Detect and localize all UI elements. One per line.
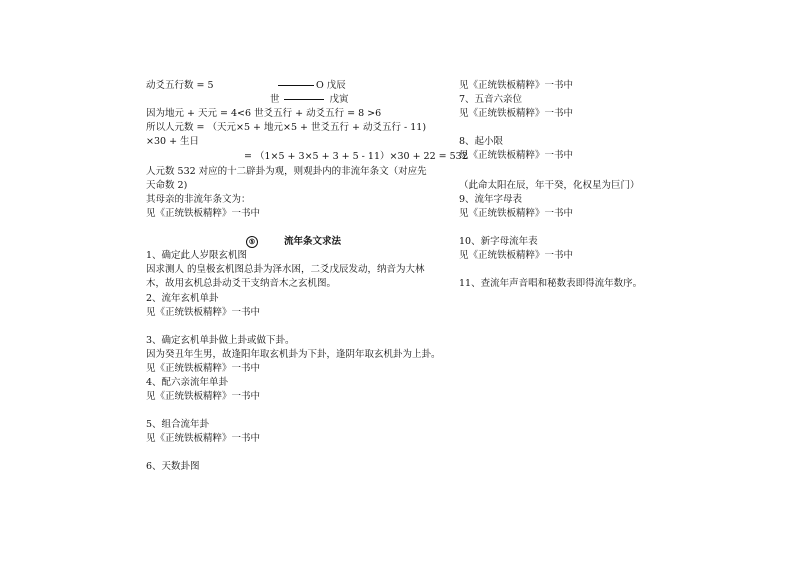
step-10: 10、新字母流年表 (459, 236, 538, 247)
line-tianming: 天命数 2) (146, 180, 188, 191)
connector-rule (284, 99, 324, 100)
section-heading (246, 236, 341, 248)
step-5-ref: 见《正统铁板精粹》一书中 (146, 433, 261, 444)
line-renyuan-guan: 人元数 532 对应的十二辟卦为观，则观卦内的非流年条文（对应先 (146, 166, 427, 177)
step-3-ref: 见《正统铁板精粹》一书中 (146, 363, 261, 374)
step-8: 8、起小限 (459, 136, 504, 147)
step-7: 7、五音六亲位 (459, 94, 523, 105)
right-ref-1: 见《正统铁板精粹》一书中 (459, 80, 574, 91)
step-4-ref: 见《正统铁板精粹》一书中 (146, 391, 261, 402)
step-2: 2、流年玄机单卦 (146, 293, 219, 304)
step-1: 1、确定此人岁限玄机图 (146, 250, 248, 261)
line-ref: 见《正统铁板精粹》一书中 (146, 208, 261, 219)
step-8-ref: 见《正统铁板精粹》一书中 (459, 150, 574, 161)
step-5: 5、组合流年卦 (146, 419, 210, 430)
step-1-text-b: 木，故用玄机总卦动爻干支纳音木之玄机图。 (146, 278, 337, 289)
step-7-ref: 见《正统铁板精粹》一书中 (459, 108, 574, 119)
line-formula-result: = （1×5 + 3×5 + 3 + 5 - 11）×30 + 22 = 532 (244, 151, 468, 162)
step-1-text-a: 因求测人 的皇极玄机图总卦为泽水困，二爻戊辰发动，纳音为大林 (146, 264, 425, 275)
step-3: 3、确定玄机单卦做上卦或做下卦。 (146, 335, 295, 346)
line-formula-cont: ×30 + 生日 (146, 136, 200, 147)
section-number: ⑤ (246, 236, 258, 248)
line-dongyao-count: 动爻五行数 = 5 (146, 80, 214, 91)
connector-rule (278, 85, 314, 86)
step-11: 11、查流年声音唱和秘数表即得流年数序。 (459, 278, 643, 289)
line-wuchen (278, 80, 346, 92)
wuyin-label: 戊寅 (329, 94, 349, 105)
step-10-ref: 见《正统铁板精粹》一书中 (459, 250, 574, 261)
shi-label: 世 (270, 94, 280, 105)
step-2-ref: 见《正统铁板精粹》一书中 (146, 307, 261, 318)
line-diyuan-tianyuan: 因为地元 + 天元 = 4<6 世爻五行 + 动爻五行 = 8 >6 (146, 108, 382, 119)
step-9: 9、流年字母表 (459, 194, 523, 205)
step-9-ref: 见《正统铁板精粹》一书中 (459, 208, 574, 219)
line-shi-wuyin (270, 94, 349, 106)
line-mother: 其母亲的非流年条文为： (146, 194, 251, 205)
line-renyuan-formula: 所以人元数 = （天元×5 + 地元×5 + 世爻五行 + 动爻五行 - 11) (146, 122, 427, 133)
taiyang-note: （此命太阳在辰，年干癸，化权星为巨门） (459, 180, 640, 191)
step-4: 4、配六亲流年单卦 (146, 377, 229, 388)
step-6: 6、天数卦图 (146, 461, 200, 472)
section-title: 流年条文求法 (284, 236, 342, 247)
step-3-text: 因为癸丑年生男，故逢阳年取玄机卦为下卦，逢阴年取玄机卦为上卦。 (146, 349, 441, 360)
wuchen-label: O 戊辰 (316, 80, 346, 91)
